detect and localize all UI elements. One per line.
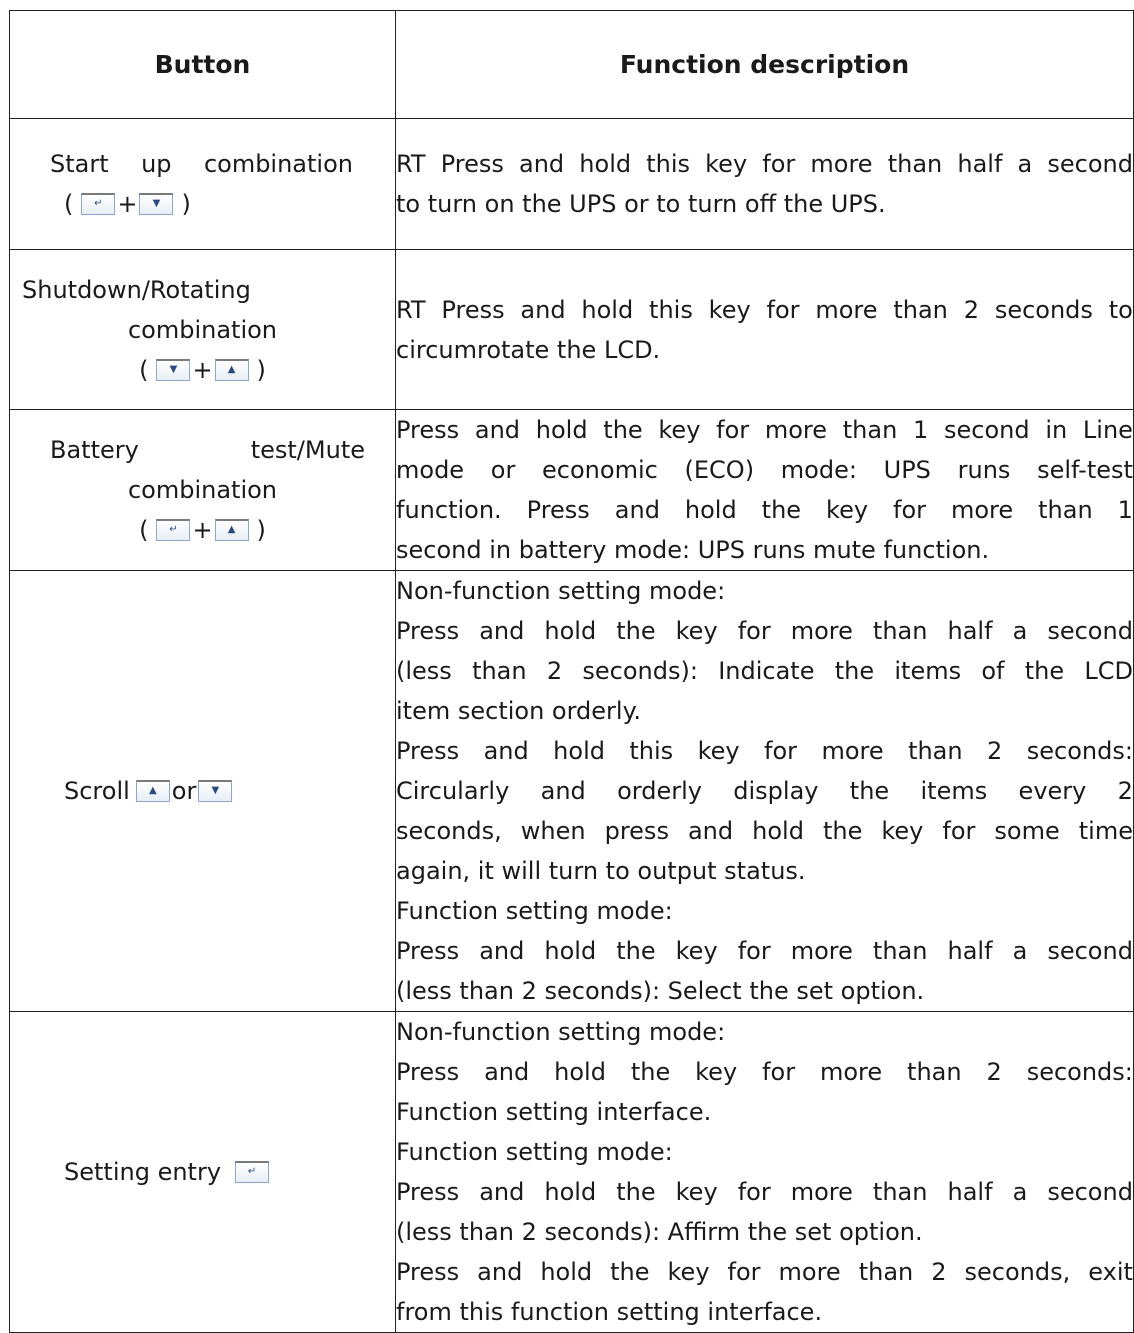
description-line: mode or economic (ECO) mode: UPS runs self-test	[396, 456, 1133, 484]
table-row	[10, 250, 1134, 410]
description-line: Press and hold the key for more than half a second	[396, 1178, 1133, 1206]
description-line: (less than 2 seconds): Affirm the set option.	[396, 1218, 923, 1246]
down-key-icon: ▼	[139, 193, 173, 215]
button-cell	[10, 571, 396, 1012]
table-row	[10, 410, 1134, 571]
button-label: Setting entry ↵	[10, 1152, 395, 1192]
description-line: (less than 2 seconds): Select the set option.	[396, 977, 925, 1005]
description-line: Function setting mode:	[396, 1138, 673, 1166]
description-cell	[396, 119, 1134, 250]
button-label: Battery test/Mute	[50, 436, 365, 464]
description-line: Function setting interface.	[396, 1098, 712, 1126]
description-line: to turn on the UPS or to turn off the UPS.	[396, 190, 886, 218]
description-line: item section orderly.	[396, 697, 641, 725]
description-line: Press and hold the key for more than half a second	[396, 617, 1133, 645]
table-row	[10, 119, 1134, 250]
enter-key-icon: ↵	[156, 519, 190, 541]
button-cell	[10, 410, 396, 571]
description-line: Press and hold the key for more than 1 second in Line	[396, 416, 1133, 444]
up-key-icon: ▲	[136, 780, 170, 802]
description-line: Non-function setting mode:	[396, 1018, 726, 1046]
down-key-icon: ▼	[198, 780, 232, 802]
description-cell	[396, 571, 1134, 1012]
up-key-icon: ▲	[215, 519, 249, 541]
description-cell	[396, 250, 1134, 410]
description-line: second in battery mode: UPS runs mute function.	[396, 536, 990, 564]
description-line: Non-function setting mode:	[396, 577, 726, 605]
description-line: circumrotate the LCD.	[396, 335, 661, 364]
description-line: Press and hold the key for more than half a second	[396, 937, 1133, 965]
description-line: Press and hold the key for more than 2 seconds, exit	[396, 1258, 1133, 1286]
description-line: Function setting mode:	[396, 897, 673, 925]
down-key-icon: ▼	[156, 359, 190, 381]
enter-key-icon: ↵	[81, 193, 115, 215]
description-line: from this function setting interface.	[396, 1298, 823, 1326]
button-label: Scroll ▲ or ▼	[10, 771, 395, 811]
description-line: (less than 2 seconds): Indicate the items of the LCD	[396, 657, 1133, 685]
key-combination: ( ↵ + ▼ )	[64, 190, 191, 218]
key-combination: ( ↵ + ▲ )	[139, 516, 266, 544]
button-label: Shutdown/Rotating	[22, 275, 251, 304]
table-row	[10, 571, 1134, 1012]
button-cell	[10, 1012, 396, 1333]
description-line: again, it will turn to output status.	[396, 857, 806, 885]
description-line: RT Press and hold this key for more than 2 seconds to	[396, 295, 1133, 324]
button-cell	[10, 119, 396, 250]
description-line: Circularly and orderly display the items every 2	[396, 777, 1133, 805]
description-line: function. Press and hold the key for more than 1	[396, 496, 1133, 524]
table-header-row	[10, 11, 1134, 119]
description-line: Press and hold this key for more than 2 seconds:	[396, 737, 1133, 765]
enter-key-icon: ↵	[235, 1161, 269, 1183]
description-line: Press and hold the key for more than 2 seconds:	[396, 1058, 1133, 1086]
up-key-icon: ▲	[215, 359, 249, 381]
description-cell	[396, 410, 1134, 571]
description-line: RT Press and hold this key for more than half a second	[396, 150, 1133, 178]
key-combination: ( ▼ + ▲ )	[139, 355, 266, 384]
button-label: combination	[127, 476, 278, 504]
header-button: Button	[10, 11, 396, 119]
button-cell	[10, 250, 396, 410]
description-line: seconds, when press and hold the key for some time	[396, 817, 1133, 845]
table-row	[10, 1012, 1134, 1333]
button-label: combination	[127, 315, 278, 344]
button-function-table	[9, 10, 1134, 1333]
header-function-description: Function description	[396, 11, 1134, 119]
description-cell	[396, 1012, 1134, 1333]
button-label: Start up combination	[50, 150, 353, 178]
